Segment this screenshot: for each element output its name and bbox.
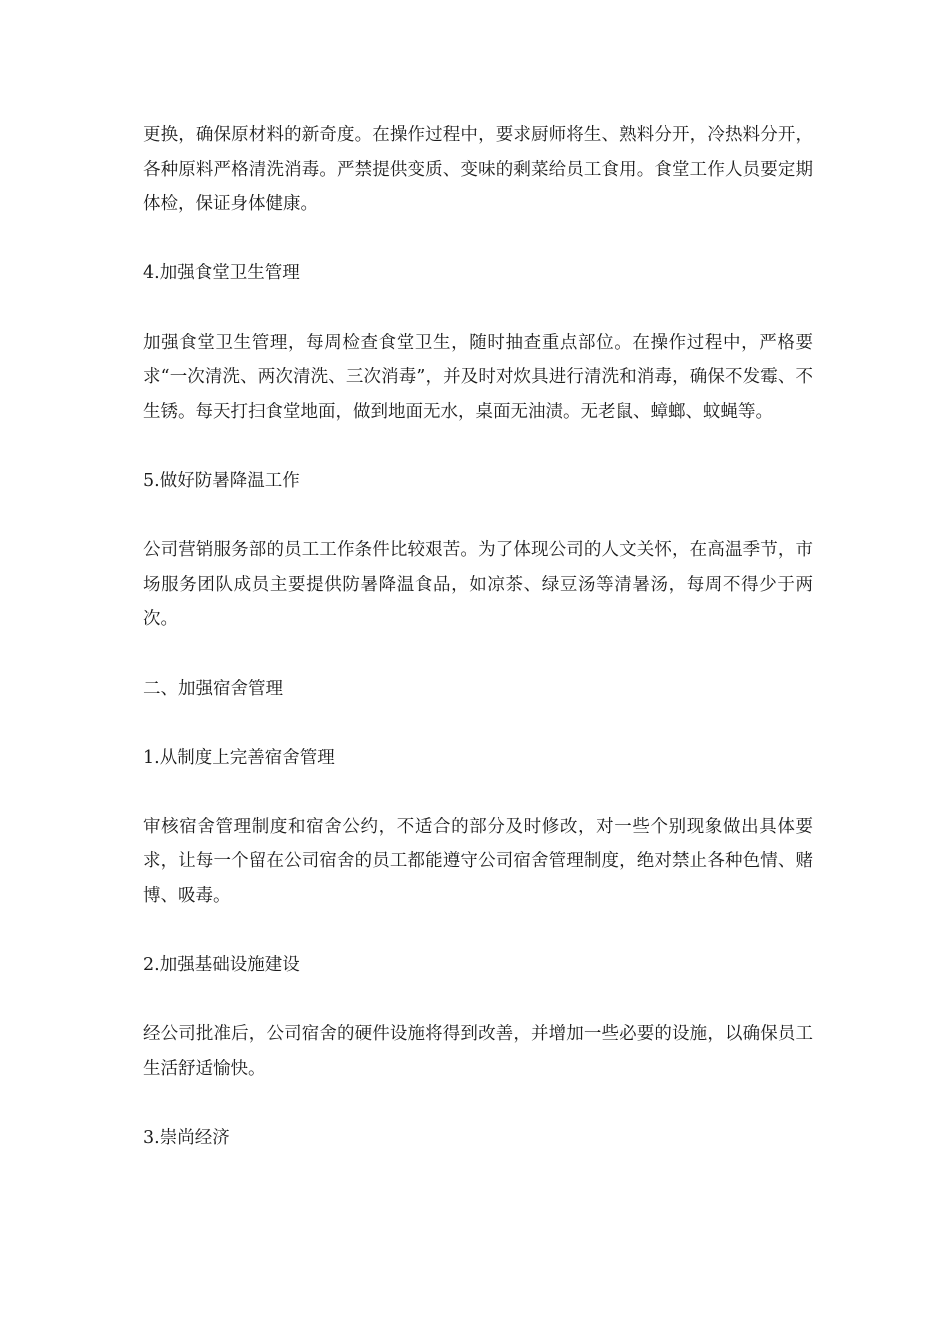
section-heading-5: 5.做好防暑降温工作 xyxy=(143,470,300,491)
paragraph-heatstroke-prevention: 公司营销服务部的员工工作条件比较艰苦。为了体现公司的人文关怀，在高温季节，市场服务团队成员主要提供防暑降温食品，如凉茶、绿豆汤等清暑汤，每周不得少于两次。 xyxy=(143,540,813,630)
paragraph-dorm-rules: 审核宿舍管理制度和宿舍公约，不适合的部分及时修改，对一些个别现象做出具体要求，让每一个留在公司宿舍的员工都能遵守公司宿舍管理制度，绝对禁止各种色情、赌博、吸毒。 xyxy=(143,816,813,907)
section-heading-dorm-2: 2.加强基础设施建设 xyxy=(143,955,300,976)
section-heading-4: 4.加强食堂卫生管理 xyxy=(143,263,300,284)
paragraph-infrastructure: 经公司批准后，公司宿舍的硬件设施将得到改善，并增加一些必要的设施，以确保员工生活舒适愉快。 xyxy=(143,1024,813,1080)
chapter-heading-dormitory: 二、加强宿舍管理 xyxy=(143,678,283,699)
document-body xyxy=(143,118,813,1156)
section-heading-dorm-1: 1.从制度上完善宿舍管理 xyxy=(143,747,335,768)
paragraph-canteen-sanitation: 加强食堂卫生管理，每周检查食堂卫生，随时抽查重点部位。在操作过程中，严格要求“一次清洗、两次清洗、三次消毒”，并及时对炊具进行清洗和消毒，确保不发霉、不生锈。每天打扫食堂地面，做到地面无水，桌面无油渍。无老鼠、蟑螂、蚊蝇等。 xyxy=(143,332,813,422)
paragraph-canteen-hygiene-continued: 更换，确保原材料的新奇度。在操作过程中，要求厨师将生、熟料分开，冷热料分开，各种原料严格清洗消毒。严禁提供变质、变味的剩菜给员工食用。食堂工作人员要定期体检，保证身体健康。 xyxy=(143,125,813,215)
section-heading-dorm-3: 3.崇尚经济 xyxy=(143,1128,230,1149)
